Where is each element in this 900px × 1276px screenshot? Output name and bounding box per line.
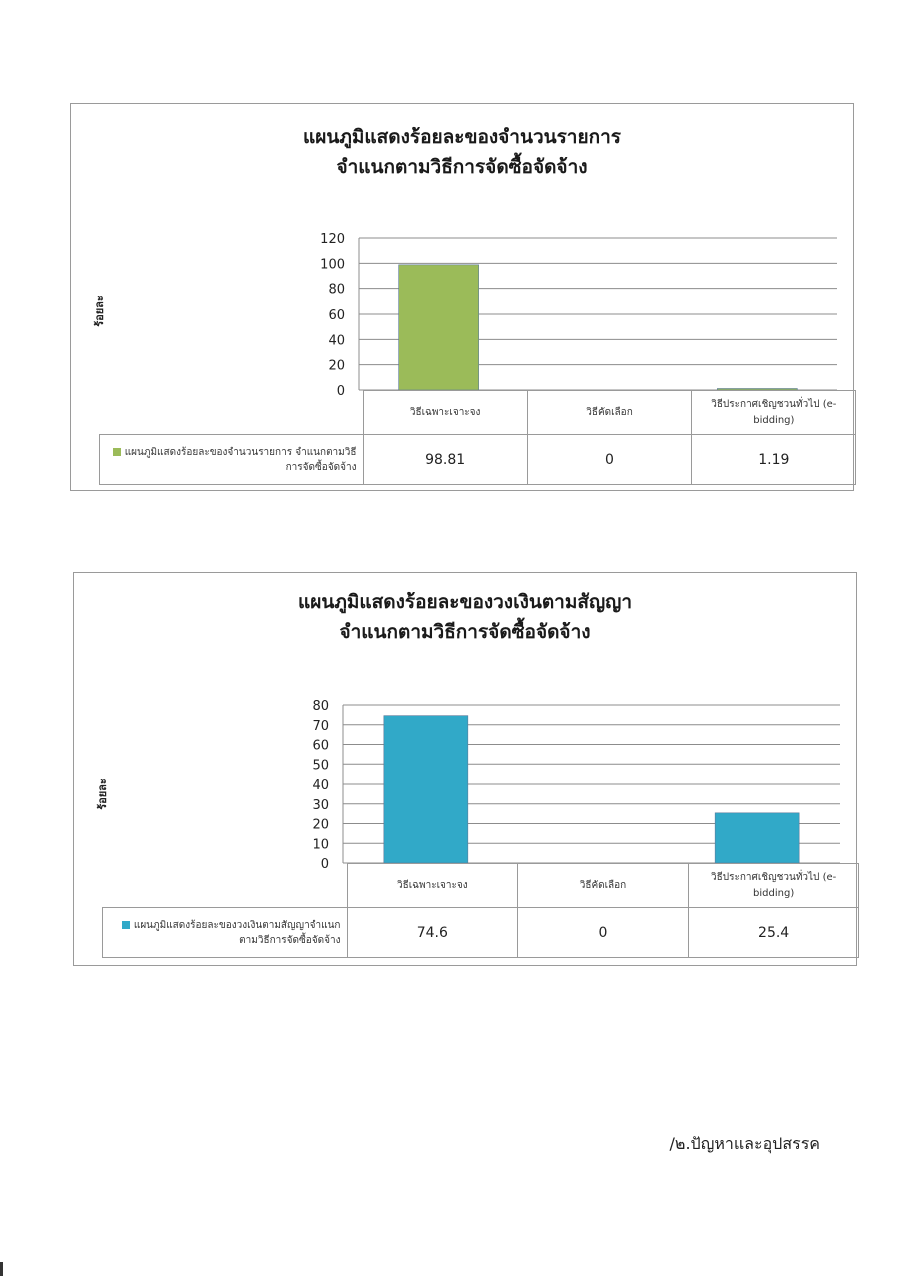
table-corner	[103, 864, 348, 908]
category-row	[100, 391, 856, 435]
data-label: 1.19	[692, 435, 856, 485]
y-tick-label: 50	[312, 758, 329, 774]
y-tick-label: 20	[312, 817, 329, 833]
table-corner	[100, 391, 364, 435]
legend-label: แผนภูมิแสดงร้อยละของวงเงินตามสัญญาจำแนกตามวิธีการจัดซื้อจัดจ้าง	[133, 919, 341, 946]
legend-swatch	[113, 448, 121, 456]
category-label: วิธีเฉพาะเจาะจง	[347, 864, 518, 908]
scan-edge-mark	[0, 1262, 3, 1276]
legend-entry	[100, 435, 364, 485]
category-label: วิธีประกาศเชิญชวนทั่วไป (e-bidding)	[688, 864, 859, 908]
bar	[384, 716, 468, 863]
bar	[399, 265, 479, 390]
data-label: 25.4	[688, 908, 859, 958]
data-label: 0	[518, 908, 689, 958]
legend-label: แผนภูมิแสดงร้อยละของจำนวนรายการ จำแนกตามวิธีการจัดซื้อจัดจ้าง	[124, 446, 357, 473]
value-row	[103, 908, 859, 958]
data-label: 0	[527, 435, 691, 485]
y-axis-label: ร้อยละ	[95, 778, 109, 810]
category-label: วิธีคัดเลือก	[518, 864, 689, 908]
data-table	[102, 863, 859, 958]
chart-panel-contract-value	[73, 572, 857, 966]
y-tick-label: 10	[312, 837, 329, 853]
chart-title: แผนภูมิแสดงร้อยละของจำนวนรายการ จำแนกตามวิธีการจัดซื้อจัดจ้าง	[303, 126, 621, 178]
data-label: 98.81	[363, 435, 527, 485]
chart-panel-items	[70, 103, 854, 491]
chart-title: แผนภูมิแสดงร้อยละของวงเงินตามสัญญา จำแนกตามวิธีการจัดซื้อจัดจ้าง	[297, 591, 633, 643]
category-label: วิธีคัดเลือก	[527, 391, 691, 435]
y-tick-label: 40	[328, 333, 345, 349]
legend-swatch	[122, 921, 130, 929]
legend-entry	[103, 908, 348, 958]
y-tick-label: 40	[312, 778, 329, 793]
y-tick-label: 80	[312, 699, 329, 714]
bar	[715, 813, 799, 863]
y-tick-label: 60	[328, 308, 345, 323]
y-tick-label: 0	[320, 857, 329, 872]
y-tick-label: 80	[328, 282, 345, 298]
category-row	[103, 864, 859, 908]
category-label: วิธีประกาศเชิญชวนทั่วไป (e-bidding)	[692, 391, 856, 435]
y-tick-label: 30	[312, 797, 329, 813]
y-axis-label: ร้อยละ	[92, 295, 106, 327]
value-row	[100, 435, 856, 485]
y-tick-label: 70	[312, 718, 329, 734]
next-section-note: /๒.ปัญหาและอุปสรรค	[669, 1134, 820, 1153]
data-label: 74.6	[347, 908, 518, 958]
y-tick-label: 0	[336, 384, 345, 399]
data-table	[99, 390, 856, 485]
y-tick-label: 60	[312, 738, 329, 754]
category-label: วิธีเฉพาะเจาะจง	[363, 391, 527, 435]
y-tick-label: 20	[328, 358, 345, 374]
y-tick-label: 100	[320, 257, 345, 273]
y-tick-label: 120	[320, 232, 345, 247]
